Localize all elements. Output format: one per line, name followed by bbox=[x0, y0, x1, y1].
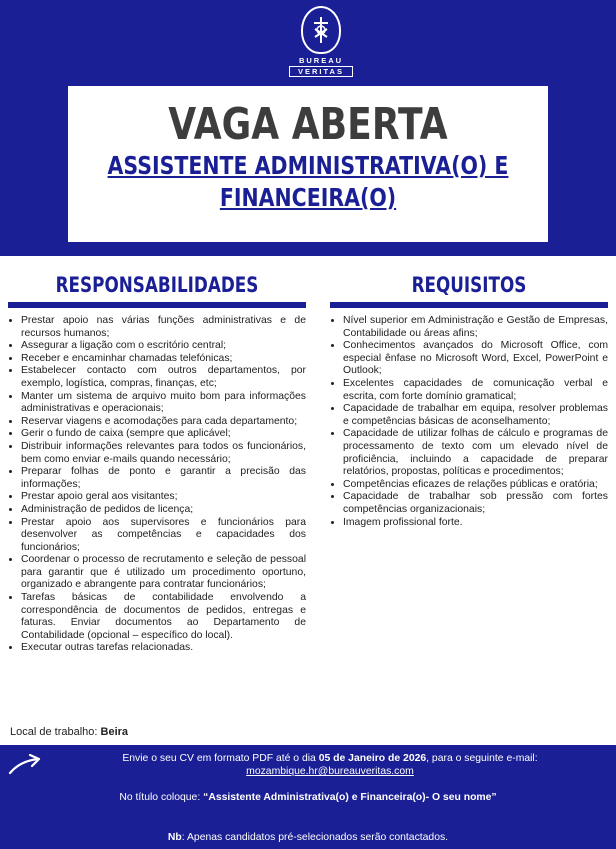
deadline: 05 de Janeiro de 2026 bbox=[318, 753, 427, 764]
list-item: • Competências eficazes de relações públicas e oratória; bbox=[343, 479, 608, 492]
list-item: • Prestar apoio aos supervisores e funcionários para desenvolver as competências e capacidades dos funcionários; bbox=[21, 517, 306, 555]
list-item: • Estabelecer contacto com outros departamentos, por exemplo, logística, compras, finanças, etc; bbox=[21, 365, 306, 390]
list-item: • Preparar folhas de ponto e garantir a precisão das informações; bbox=[21, 466, 306, 491]
footer-band bbox=[0, 745, 616, 849]
subject-instructions bbox=[0, 792, 616, 803]
list-item: • Gerir o fundo de caixa (sempre que aplicável; bbox=[21, 428, 306, 441]
send-prefix: Envie o seu CV em formato PDF até o dia bbox=[122, 753, 316, 764]
list-item: • Tarefas básicas de contabilidade envolvendo a correspondência de documentos de pedidos, entregas e faturas. Enviar documentos ao Departamento de Contabilidade (opcional – específico do local). bbox=[21, 592, 306, 642]
location-label: Local de trabalho: bbox=[10, 726, 98, 738]
send-suffix: , para o seguinte e-mail: bbox=[426, 753, 538, 764]
list-item: • Reservar viagens e acomodações para cada departamento; bbox=[21, 416, 306, 429]
seal-icon bbox=[301, 6, 341, 54]
page-title: VAGA ABERTA bbox=[168, 99, 448, 150]
logo-word-veritas: VERITAS bbox=[289, 66, 353, 77]
list-item: • Nível superior em Administração e Gestão de Empresas, Contabilidade ou áreas afins; bbox=[343, 315, 608, 340]
arrow-icon bbox=[8, 753, 42, 780]
divider bbox=[330, 302, 608, 308]
list-item: • Assegurar a ligação com o escritório central; bbox=[21, 340, 306, 353]
title-box bbox=[68, 86, 548, 242]
list-item: • Executar outras tarefas relacionadas. bbox=[21, 642, 306, 655]
responsibilities-column bbox=[8, 270, 306, 655]
list-item: • Manter um sistema de arquivo muito bom para informações administrativas e operacionais; bbox=[21, 391, 306, 416]
note bbox=[0, 832, 616, 843]
subject-prefix: No título coloque: bbox=[119, 792, 201, 803]
logo-word-bureau: BUREAU bbox=[298, 56, 344, 65]
list-item: • Distribuir informações relevantes para todos os funcionários, bem como enviar e-mails quando necessário; bbox=[21, 441, 306, 466]
list-item: • Prestar apoio geral aos visitantes; bbox=[21, 491, 306, 504]
list-item: • Prestar apoio nas várias funções administrativas e de recursos humanos; bbox=[21, 315, 306, 340]
email-link[interactable]: mozambique.hr@bureauveritas.com bbox=[246, 766, 414, 777]
job-title-line2: FINANCEIRA(O) bbox=[219, 183, 397, 212]
list-item: • Receber e encaminhar chamadas telefónicas; bbox=[21, 353, 306, 366]
list-item: • Capacidade de trabalhar sob pressão com fortes competências organizacionais; bbox=[343, 491, 608, 516]
list-item: • Capacidade de trabalhar em equipa, resolver problemas e competências básicas de aconselhamento; bbox=[343, 403, 608, 428]
work-location bbox=[10, 726, 128, 738]
list-item: • Coordenar o processo de recrutamento e seleção de pessoal para garantir que é utilizado um procedimento oportuno, organizado e abrangente para contratar funcionários; bbox=[21, 554, 306, 592]
list-item: • Excelentes capacidades de comunicação verbal e escrita, com forte domínio gramatical; bbox=[343, 378, 608, 403]
list-item: • Administração de pedidos de licença; bbox=[21, 504, 306, 517]
list-item: • Imagem profissional forte. bbox=[343, 517, 608, 530]
list-item: • Capacidade de utilizar folhas de cálculo e programas de processamento de texto com um elevado nível de proficiência, incluindo a capacidade de preparar relatórios, propostas, políticas e procedimentos; bbox=[343, 428, 608, 478]
header-band bbox=[0, 0, 616, 256]
requirements-heading: REQUISITOS bbox=[411, 273, 527, 297]
requirements-list bbox=[330, 315, 608, 529]
job-title-line1: ASSISTENTE ADMINISTRATIVA(O) E bbox=[107, 151, 509, 180]
subject-text: “Assistente Administrativa(o) e Financeira(o)- O seu nome” bbox=[203, 792, 497, 803]
requirements-column bbox=[330, 270, 608, 529]
divider bbox=[8, 302, 306, 308]
application-instructions bbox=[60, 752, 600, 778]
location-value: Beira bbox=[100, 726, 129, 738]
responsibilities-heading: RESPONSABILIDADES bbox=[55, 273, 259, 297]
bureau-veritas-logo bbox=[289, 6, 353, 77]
note-label: Nb bbox=[167, 832, 182, 843]
note-text: : Apenas candidatos pré-selecionados serão contactados. bbox=[181, 832, 449, 843]
list-item: • Conhecimentos avançados do Microsoft Office, com especial ênfase no Microsoft Word, Excel, PowerPoint e Outlook; bbox=[343, 340, 608, 378]
responsibilities-list bbox=[8, 315, 306, 655]
